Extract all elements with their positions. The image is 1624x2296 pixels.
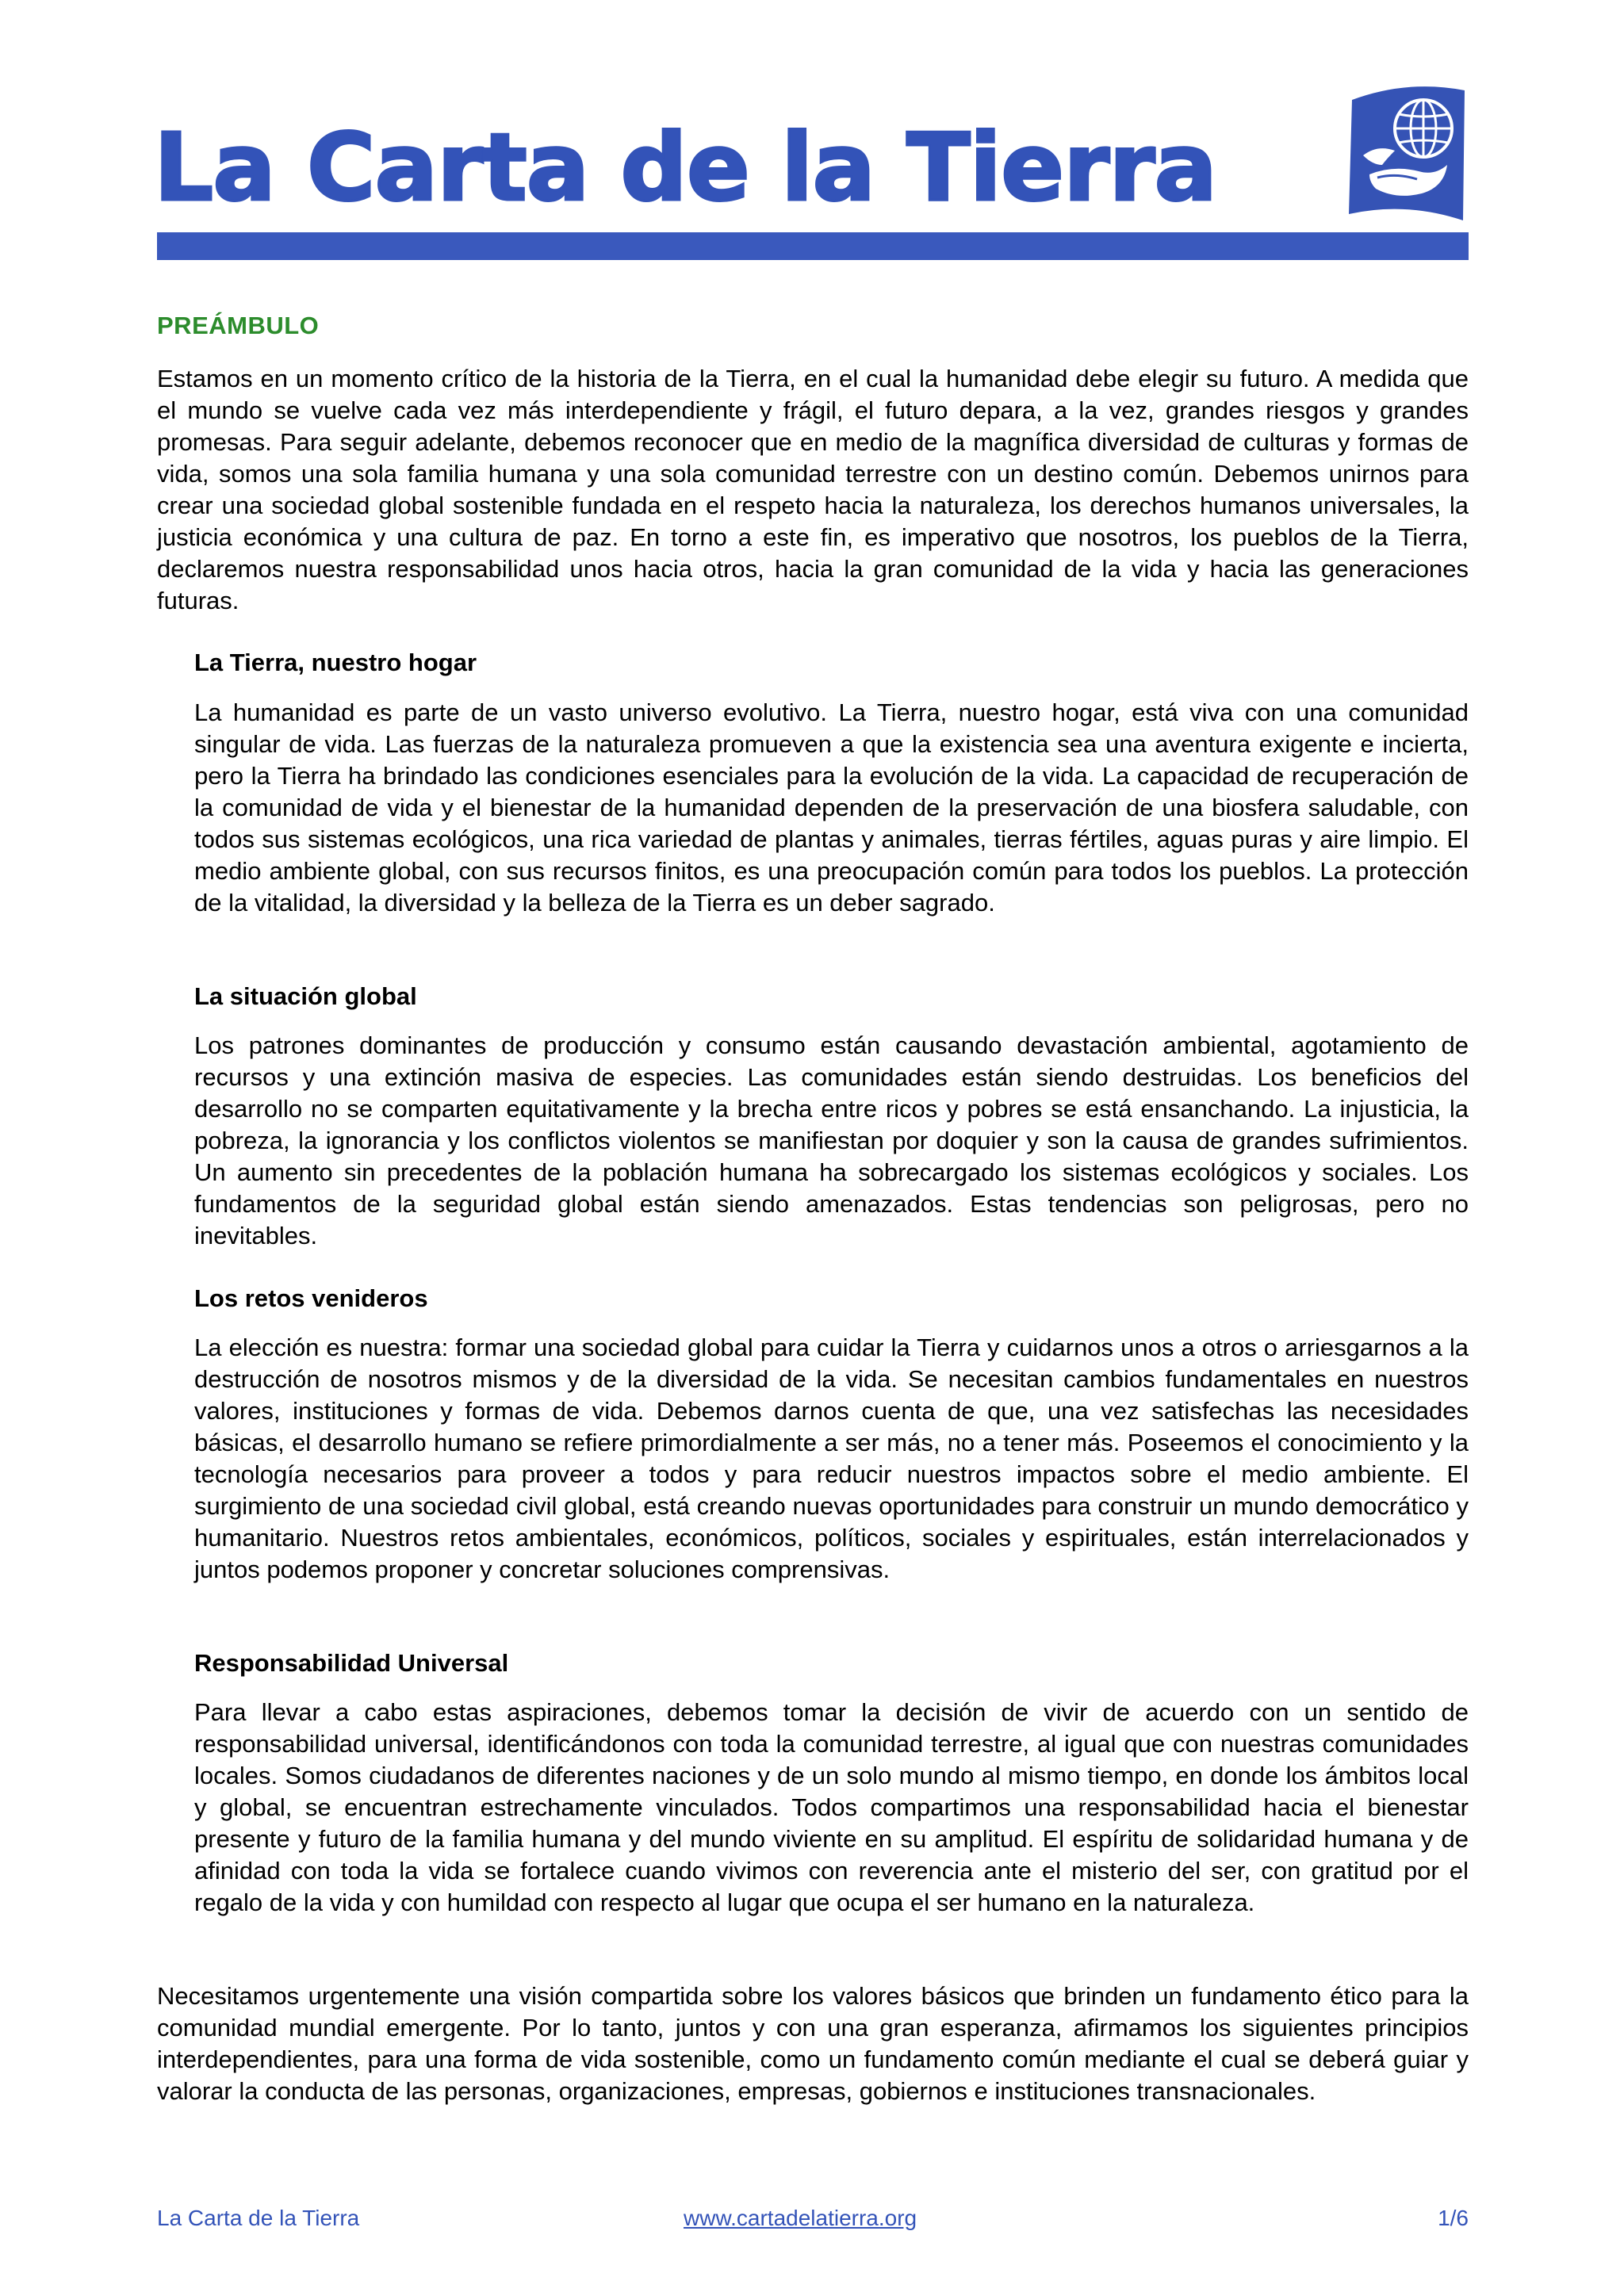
footer-page-number: 1/6	[1438, 2206, 1469, 2230]
section-text-retos: La elección es nuestra: formar una sociedad global para cuidar la Tierra y cuidarnos unos a otros o arriesgarnos a la destrucción de nosotros mismos y de la diversidad de la vida. Se necesitan cambios fundamentales en nuestros valores, instituciones y formas de vida. Debemos darnos cuenta de que, una vez satisfechas las necesidades básicas, el desarrollo humano se refiere primordialmente a ser más, no a tener más. Poseemos el conocimiento y la tecnología necesarios para proveer a todos y para reducir nuestros impactos sobre el medio ambiente. El surgimiento de una sociedad civil global, está creando nuevas oportunidades para construir un mundo democrático y humanitario. Nuestros retos ambientales, económicos, políticos, sociales y espirituales, están interrelacionados y juntos podemos proponer y concretar soluciones comprensivas.	[194, 1334, 1469, 1583]
preamble-closing-paragraph: Necesitamos urgentemente una visión compartida sobre los valores básicos que brinden un fundamento ético para la comunidad mundial emergente. Por lo tanto, juntos y con una gran esperanza, afirmamos los siguientes principios interdependientes, para una forma de vida sostenible, como un fundamento común mediante el cual se deberá guiar y valorar la conducta de las personas, organizaciones, empresas, gobiernos e instituciones transnacionales.	[157, 1982, 1469, 2105]
footer-website-link[interactable]: www.cartadelatierra.org	[684, 2206, 917, 2230]
preamble-intro-paragraph: Estamos en un momento crítico de la historia de la Tierra, en el cual la humanidad debe elegir su futuro. A medida que el mundo se vuelve cada vez más interdependiente y frágil, el futuro depara, a la vez, grandes riesgos y grandes promesas. Para seguir adelante, debemos reconocer que en medio de la magnífica diversidad de culturas y formas de vida, somos una sola familia humana y una sola comunidad terrestre con un destino común. Debemos unirnos para crear una sociedad global sostenible fundada en el respeto hacia la naturaleza, los derechos humanos universales, la justicia económica y una cultura de paz. En torno a este fin, es imperativo que nosotros, los pueblos de la Tierra, declaremos nuestra responsabilidad unos hacia otros, hacia la gran comunidad de la vida y hacia las generaciones futuras.	[157, 365, 1469, 614]
footer-title: La Carta de la Tierra	[157, 2206, 360, 2230]
section-heading-responsabilidad: Responsabilidad Universal	[194, 1649, 509, 1677]
section-text-situacion: Los patrones dominantes de producción y consumo están causando devastación ambiental, agotamiento de recursos y una extinción masiva de especies. Las comunidades están siendo destruidas. Los beneficios del desarrollo no se comparten equitativamente y la brecha entre ricos y pobres se está ensanchando. La injusticia, la pobreza, la ignorancia y los conflictos violentos se manifiestan por doquier y son la causa de grandes sufrimientos. Un aumento sin precedentes de la población humana ha sobrecargado los sistemas ecológicos y sociales. Los fundamentos de la seguridad global están siendo amenazados. Estas tendencias son peligrosas, pero no inevitables.	[194, 1031, 1469, 1249]
section-heading-situacion: La situación global	[194, 982, 417, 1010]
section-text-hogar: La humanidad es parte de un vasto universo evolutivo. La Tierra, nuestro hogar, está viva con una comunidad singular de vida. Las fuerzas de la naturaleza promueven a que la existencia sea una aventura exigente e incierta, pero la Tierra ha brindado las condiciones esenciales para la evolución de la vida. La capacidad de recuperación de la comunidad de vida y el bienestar de la humanidad dependen de la preservación de una biosfera saludable, con todos sus sistemas ecológicos, una rica variedad de plantas y animales, tierras fértiles, aguas puras y aire limpio. El medio ambiente global, con sus recursos finitos, es una preocupación común para todos los pueblos. La protección de la vitalidad, la diversidad y la belleza de la Tierra es un deber sagrado.	[194, 698, 1469, 916]
section-text-responsabilidad: Para llevar a cabo estas aspiraciones, debemos tomar la decisión de vivir de acuerdo con un sentido de responsabilidad universal, identificándonos con toda la comunidad terrestre, al igual que con nuestras comunidades locales. Somos ciudadanos de diferentes naciones y de un solo mundo al mismo tiempo, en donde los ámbitos local y global, se encuentran estrechamente vinculados. Todos compartimos una responsabilidad hacia el bienestar presente y futuro de la familia humana y del mundo viviente en su amplitud. El espíritu de solidaridad humana y de afinidad con toda la vida se fortalece cuando vivimos con reverencia ante el misterio del ser, con gratitud por el regalo de la vida y con humildad con respecto al lugar que ocupa el ser humano en la naturaleza.	[194, 1698, 1469, 1916]
section-heading-hogar: La Tierra, nuestro hogar	[194, 649, 477, 676]
preamble-heading: PREÁMBULO	[157, 312, 320, 339]
title-rule	[157, 232, 1469, 260]
document-title: La Carta de la Tierra	[154, 113, 1217, 222]
section-heading-retos: Los retos venideros	[194, 1284, 428, 1312]
earth-charter-logo-icon	[1346, 82, 1468, 222]
